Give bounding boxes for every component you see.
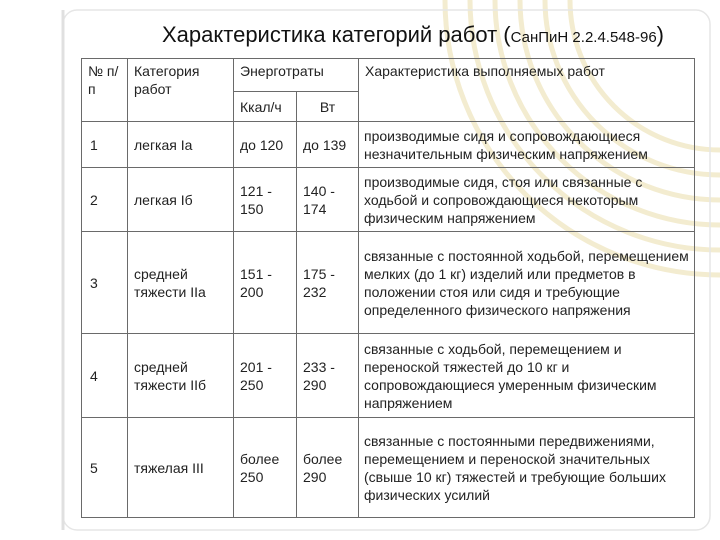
row-kcal: 151 - 200 (234, 232, 297, 334)
header-category: Категория работ (128, 59, 234, 122)
row-number: 1 (82, 122, 128, 168)
table-row (82, 232, 695, 334)
row-number: 3 (82, 232, 128, 334)
row-category: легкая Iа (128, 122, 234, 168)
header-watt: Вт (297, 92, 359, 122)
row-category: средней тяжести IIб (128, 334, 234, 418)
row-kcal: 201 - 250 (234, 334, 297, 418)
row-category: тяжелая III (128, 418, 234, 518)
row-number: 4 (82, 334, 128, 418)
row-description: производимые сидя и сопровождающиеся незначительным физическим напряжением (359, 122, 695, 168)
table-row (82, 168, 695, 232)
row-kcal: 121 - 150 (234, 168, 297, 232)
row-category: легкая Iб (128, 168, 234, 232)
row-watt: более 290 (297, 418, 359, 518)
table-row (82, 418, 695, 518)
row-number: 5 (82, 418, 128, 518)
row-watt: 140 - 174 (297, 168, 359, 232)
table-row (82, 334, 695, 418)
header-row-1 (82, 59, 695, 92)
row-description: связанные с постоянной ходьбой, перемещением мелких (до 1 кг) изделий или предметов в положении стоя или сидя и требующие определенного физического напряжения (359, 232, 695, 334)
row-kcal: более 250 (234, 418, 297, 518)
row-description: связанные с постоянными передвижениями, перемещением и переноской значительных (свыше 10 кг) тяжестей и требующие больших физических усилий (359, 418, 695, 518)
row-watt: 175 - 232 (297, 232, 359, 334)
row-number: 2 (82, 168, 128, 232)
title-source: СанПиН 2.2.4.548-96 (510, 29, 657, 46)
work-category-table (81, 58, 695, 518)
row-description: производимые сидя, стоя или связанные с ходьбой и сопровождающиеся некоторым физическим напряжением (359, 168, 695, 232)
row-watt: до 139 (297, 122, 359, 168)
title-close: ) (656, 22, 664, 47)
row-watt: 233 - 290 (297, 334, 359, 418)
header-description: Характеристика выполняемых работ (359, 59, 695, 122)
header-number: № п/п (82, 59, 128, 122)
header-kcal: Ккал/ч (234, 92, 297, 122)
page-title (0, 22, 720, 48)
title-main: Характеристика категорий работ ( (162, 22, 511, 47)
row-category: средней тяжести IIа (128, 232, 234, 334)
header-energy: Энерготраты (234, 59, 359, 92)
row-kcal: до 120 (234, 122, 297, 168)
table-row (82, 122, 695, 168)
row-description: связанные с ходьбой, перемещением и переноской тяжестей до 10 кг и сопровождающиеся умеренным физическим напряжением (359, 334, 695, 418)
